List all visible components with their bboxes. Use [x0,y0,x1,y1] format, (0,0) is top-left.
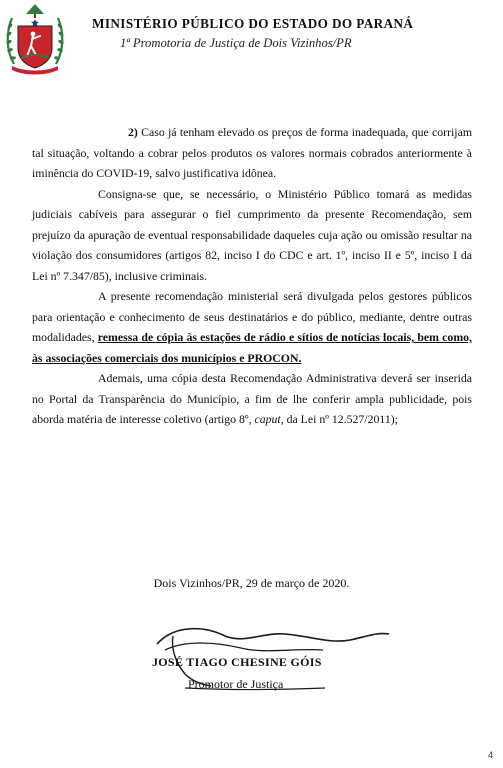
signatory-name: JOSÉ TIAGO CHESINE GÓIS [152,655,322,669]
paragraph-text: Consigna-se que, se necessário, o Ministério Público tomará as medidas judiciais cabíveis para assegurar o fiel cumprimento da presente Recomendação, sem prejuízo da apuração de eventual responsabilidade daqueles cuja ação ou omissão resultar na violação dos consumidores (artigos 82, inciso I do CDC e art. 1º, inciso II e 5º, inciso I da Lei nº 7.347/85), inclusive criminais. [32,186,472,283]
paragraph-item-2 [32,122,472,184]
date-line: Dois Vizinhos/PR, 29 de março de 2020. [153,576,350,590]
document-header [0,0,503,80]
paragraph-consigna [32,184,472,287]
institution-title: MINISTÉRIO PÚBLICO DO ESTADO DO PARANÁ [92,16,414,31]
paragraph-text: A presente recomendação ministerial será divulgada pelos gestores públicos para orientação e conhecimento de seus destinatários e do público, mediante, dentre outras modalidades, [32,289,472,344]
paragraph-ademais [32,368,472,430]
paragraph-text: Ademais, uma cópia desta Recomendação Administrativa deverá ser inserida no Portal da Transparência do Município, a fim de lhe conferir ampla publicidade, pois aborda matéria de interesse coletivo (artigo 8º, [32,371,472,426]
page-number: 4 [487,750,493,760]
document-body [32,122,472,430]
paragraph-text-end: , da Lei nº 12.527/2011); [280,412,398,426]
italic-term: caput [254,412,281,426]
item-number: 2) [128,125,138,139]
signatory-role: Promotor de Justiça [188,677,284,691]
paragraph-divulgacao [32,286,472,368]
paragraph-text: Caso já tenham elevado os preços de forma inadequada, que corrijam tal situação, voltando a cobrar pelos produtos os valores normais cobrados anteriormente à iminência do COVID-19, salvo justificativa idônea. [32,125,472,180]
parana-coat-of-arms-icon [4,2,66,76]
office-subtitle: 1ª Promotoria de Justiça de Dois Vizinhos/PR [120,36,352,50]
emphasized-text: remessa de cópia às estações de rádio e sítios de notícias locais, bem como, às associações comerciais dos municípios e PROCON. [32,330,472,365]
